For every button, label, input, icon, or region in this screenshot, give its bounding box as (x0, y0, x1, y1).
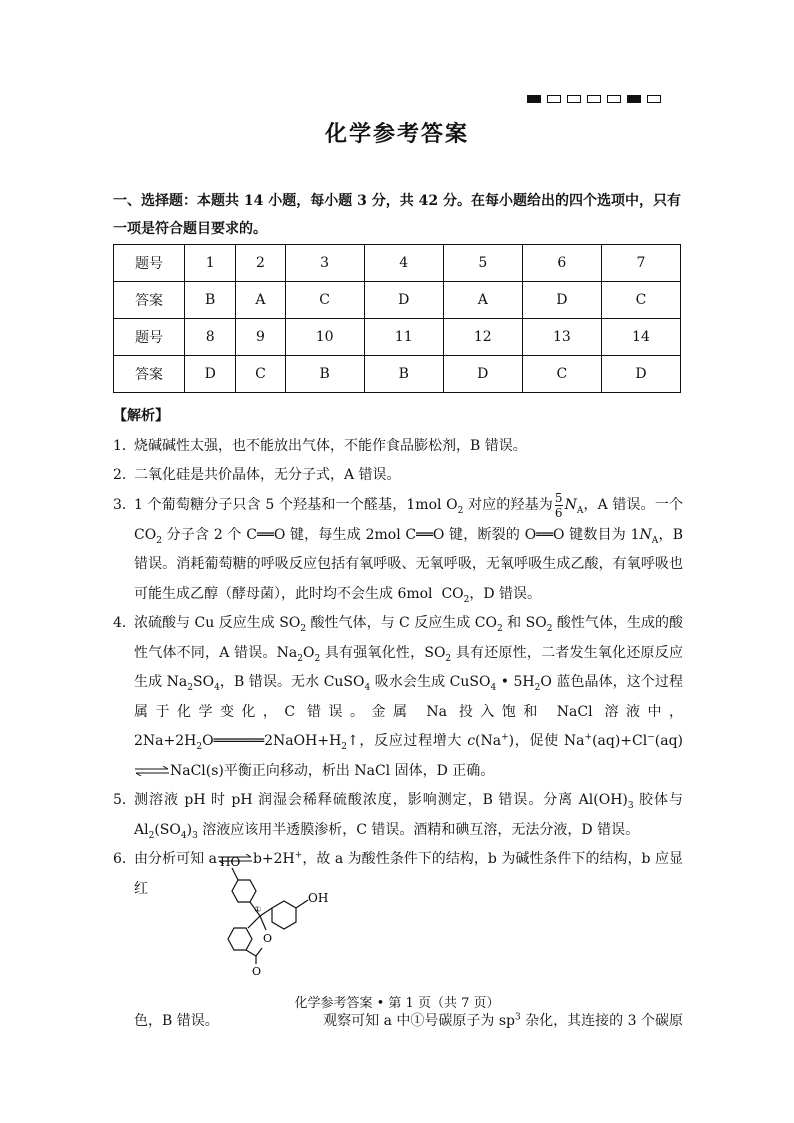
table-row (114, 282, 681, 319)
table-cell: B (364, 356, 443, 393)
table-cell: 10 (285, 319, 364, 356)
page-title: 化学参考答案 (324, 121, 469, 147)
item-text: 二氧化硅是共价晶体，无分子式，A 错误。 (134, 467, 401, 483)
table-cell: A (443, 282, 522, 319)
marker-square (587, 95, 601, 103)
marker-square (627, 95, 641, 103)
table-cell: D (364, 282, 443, 319)
item-number: 2． (113, 467, 136, 483)
table-cell: 7 (601, 245, 680, 282)
table-cell: D (601, 356, 680, 393)
table-cell: 6 (522, 245, 601, 282)
explanation-item (113, 609, 683, 786)
explanation-item (113, 461, 683, 491)
ho-label: HO (220, 855, 241, 869)
table-cell: D (443, 356, 522, 393)
item-text: 由分析可知 a b+2H+，故 a 为酸性条件下的结构，b 为碱性条件下的结构，b 应显红 (134, 850, 683, 897)
table-row (114, 319, 681, 356)
table-cell: C (285, 282, 364, 319)
explanation-body (113, 402, 683, 1037)
explanation-item (113, 491, 683, 610)
page-marker (527, 95, 661, 103)
item-text: 1 个葡萄糖分子只含 5 个羟基和一个醛基，1mol $O_2$ 对应的羟基为 $\frac{5}{6}$ $N_A$，A 错误。一个 $CO_2$ 分子含 2 个 C══O 键，每生成 2mol C══O 键，断裂的 O══O 键数目为 $1N_A$，B 错误。消耗葡萄糖的呼吸反应包括有氧呼吸、无氧呼吸，无氧呼吸生成乙酸，有氧呼吸也可能生成乙醇（酵母菌），此时均不会生成 6mol $CO_2$，D 错误。 (134, 490, 684, 605)
table-cell: 13 (522, 319, 601, 356)
item-text: 测溶液 pH 时 pH 润湿会稀释硫酸浓度，影响测定，B 错误。分离 $Al(OH)_3$ 胶体与 $Al_2(SO_4)_3$ 溶液应该用半透膜渗析，C 错误。酒精和碘互溶，无法分液，D 错误。 (134, 792, 683, 841)
item-number: 4． (113, 615, 136, 631)
item-number: 1． (113, 437, 136, 454)
table-row (114, 356, 681, 393)
fraction: $\frac{5}{6}$ (554, 490, 563, 520)
explanation-item (113, 432, 683, 462)
equilibrium-arrow-icon (134, 766, 170, 776)
table-cell: 4 (364, 245, 443, 282)
marker-square (607, 95, 621, 103)
table-cell: 2 (236, 245, 285, 282)
section-intro: 一、选择题：本题共 14 小题，每小题 3 分，共 42 分。在每小题给出的四个选项中，只有一项是符合题目要求的。 (113, 193, 681, 237)
table-cell: C (601, 282, 680, 319)
item-text: 色，B 错误。 观察可知 a 中①号碳原子为 $sp^3$ 杂化，其连接的 3 个碳原 (134, 1012, 683, 1029)
table-cell: C (236, 356, 285, 393)
item-number: 3． (113, 496, 136, 513)
phenolphthalein-structure-diagram (210, 852, 360, 977)
table-cell: B (185, 282, 236, 319)
carbon-1-label: ① (254, 905, 262, 914)
table-cell: D (522, 282, 601, 319)
ring-oxygen-label: O (263, 932, 273, 945)
answer-table (113, 244, 681, 393)
table-cell: 答案 (114, 356, 185, 393)
section-heading: 【解析】 (113, 408, 169, 424)
item-number: 6． (113, 851, 136, 867)
table-cell: B (285, 356, 364, 393)
table-cell: C (522, 356, 601, 393)
marker-square (567, 95, 581, 103)
marker-square (527, 95, 541, 103)
table-cell: 题号 (114, 319, 185, 356)
table-cell: 题号 (114, 245, 185, 282)
item-number: 5． (113, 792, 136, 808)
explanation-item (113, 786, 683, 845)
table-row (114, 245, 681, 282)
table-cell: 1 (185, 245, 236, 282)
marker-square (547, 95, 561, 103)
page-footer: 化学参考答案 • 第 1 页（共 7 页） (294, 996, 500, 1011)
table-cell: D (185, 356, 236, 393)
table-cell: 11 (364, 319, 443, 356)
table-cell: 5 (443, 245, 522, 282)
oh-label: OH (308, 891, 329, 905)
table-cell: 3 (285, 245, 364, 282)
table-cell: 12 (443, 319, 522, 356)
carbonyl-oxygen-label: O (252, 965, 262, 977)
table-cell: 9 (236, 319, 285, 356)
item-text: 浓硫酸与 Cu 反应生成 $SO_2$ 酸性气体，与 C 反应生成 $CO_2$ 和 $SO_2$ 酸性气体，生成的酸性气体不同，A 错误。$Na_2O_2$ 具有强氧化性，$SO_2$ 具有还原性，二者发生氧化还原反应生成 $Na_2SO_4$，B 错误。无水 CuSO$_4$ 吸水会生成 CuSO$_4$ • $5H_2O$ 蓝色晶体，这个过程属于化学变化，C 错误。金属 Na 投入饱和 NaCl 溶液中，$2Na+2H_2O══════2NaOH+H_2↑$，反应过程增大 c(Na+)，促使 Na+(aq)+Cl−(aq)NaCl(s)平衡正向移动，析出 NaCl 固体，D 正确。 (134, 615, 684, 779)
item-text: 烧碱碱性太强，也不能放出气体，不能作食品膨松剂，B 错误。 (134, 437, 527, 454)
table-cell: 8 (185, 319, 236, 356)
table-cell: A (236, 282, 285, 319)
table-cell: 14 (601, 319, 680, 356)
marker-square (647, 95, 661, 103)
table-cell: 答案 (114, 282, 185, 319)
